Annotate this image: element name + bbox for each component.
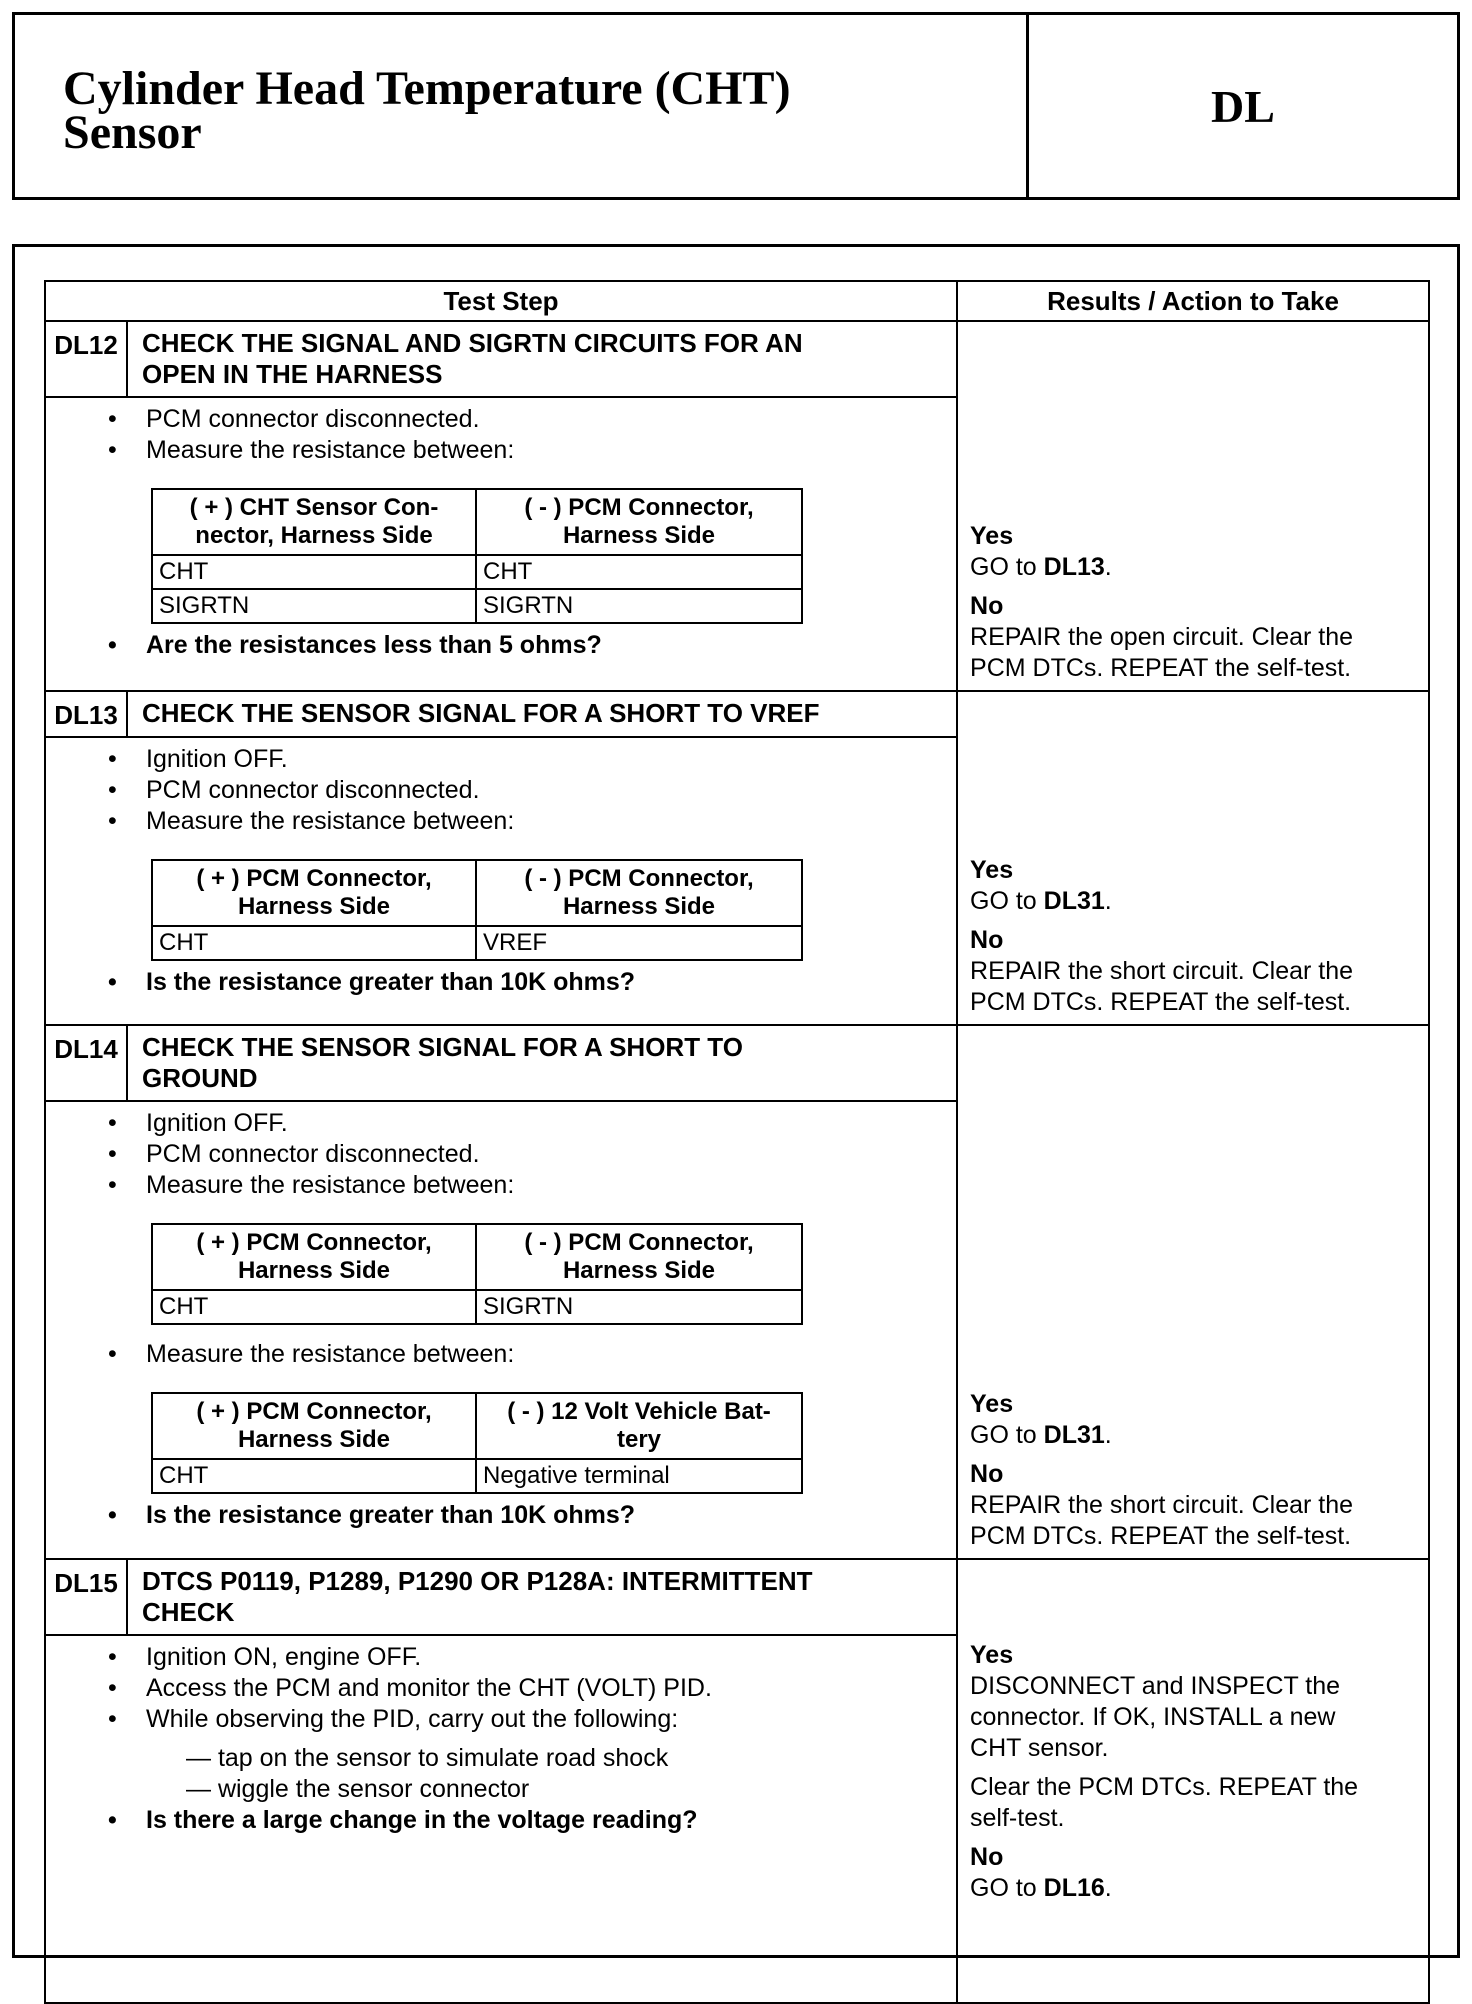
result-yes-label: Yes	[970, 1641, 1014, 1669]
result-yes-action: connector. If OK, INSTALL a new	[970, 1703, 1336, 1731]
step-body	[45, 397, 957, 691]
result-text: GO to	[970, 1874, 1044, 1902]
step-bullet: • Ignition OFF.	[146, 744, 950, 775]
result-no-action: PCM DTCs. REPEAT the self-test.	[970, 988, 1352, 1016]
step-bullet: • Measure the resistance between:	[146, 435, 950, 466]
measurement-header: ( - ) PCM Connector, Harness Side	[476, 860, 802, 926]
result-text: .	[1104, 1874, 1112, 1902]
measurement-table	[151, 859, 803, 961]
step-link[interactable]: DL31	[1043, 1421, 1105, 1449]
step-body	[45, 737, 957, 1025]
step-question: • Is there a large change in the voltage reading?	[146, 1805, 950, 1836]
step-subitem: — wiggle the sensor connector	[186, 1775, 530, 1803]
result-yes-action: self-test.	[970, 1804, 1065, 1832]
step-bullet: • Measure the resistance between:	[146, 1170, 950, 1201]
step-bullet: • PCM connector disconnected.	[146, 775, 950, 806]
step-bullet: • While observing the PID, carry out the following:	[146, 1704, 950, 1735]
step-id: DL12	[45, 321, 127, 397]
measurement-header: ( - ) PCM Connector, Harness Side	[476, 489, 802, 555]
result-no-action: REPAIR the short circuit. Clear the	[970, 1491, 1354, 1519]
step-title-line: CHECK	[142, 1597, 235, 1627]
step-question: • Is the resistance greater than 10K ohms?	[146, 1500, 950, 1531]
step-link[interactable]: DL31	[1043, 887, 1105, 915]
page-title-line1: Cylinder Head Temperature (CHT)	[63, 62, 791, 115]
step-bullet: • PCM connector disconnected.	[146, 1139, 950, 1170]
measurement-table	[151, 1392, 803, 1494]
measurement-cell: SIGRTN	[152, 589, 476, 623]
step-question: • Is the resistance greater than 10K ohms?	[146, 967, 950, 998]
measurement-header: ( - ) PCM Connector, Harness Side	[476, 1224, 802, 1290]
page-title-line2: Sensor	[63, 106, 202, 159]
result-yes-action	[970, 552, 1418, 583]
result-no-action: PCM DTCs. REPEAT the self-test.	[970, 654, 1352, 682]
step-title-row	[45, 1559, 1429, 1635]
result-yes-label: Yes	[970, 522, 1014, 550]
measurement-cell: CHT	[476, 555, 802, 589]
step-title-line: OPEN IN THE HARNESS	[142, 359, 443, 389]
step-title-line: CHECK THE SENSOR SIGNAL FOR A SHORT TO	[142, 1032, 743, 1062]
step-bullet: • Ignition ON, engine OFF.	[146, 1642, 950, 1673]
measurement-cell: CHT	[152, 1459, 476, 1493]
measurement-cell: VREF	[476, 926, 802, 960]
measurement-cell: SIGRTN	[476, 589, 802, 623]
result-yes-label: Yes	[970, 856, 1014, 884]
step-title	[127, 1025, 957, 1101]
result-text: .	[1104, 887, 1112, 915]
step-title-row	[45, 1025, 1429, 1101]
result-no-label: No	[970, 926, 1004, 954]
result-text: .	[1104, 553, 1112, 581]
measurement-cell: CHT	[152, 1290, 476, 1324]
step-title-line: GROUND	[142, 1063, 258, 1093]
result-no-label: No	[970, 592, 1004, 620]
step-link[interactable]: DL13	[1043, 553, 1105, 581]
step-result	[957, 1025, 1429, 1559]
step-bullet: • Ignition OFF.	[146, 1108, 950, 1139]
col-header-results: Results / Action to Take	[957, 281, 1429, 321]
result-yes-action: Clear the PCM DTCs. REPEAT the	[970, 1773, 1359, 1801]
col-header-test-step: Test Step	[45, 281, 957, 321]
measurement-header: ( + ) PCM Connector, Harness Side	[152, 860, 476, 926]
result-no-action: PCM DTCs. REPEAT the self-test.	[970, 1522, 1352, 1550]
measurement-cell: CHT	[152, 555, 476, 589]
measurement-header: ( + ) PCM Connector, Harness Side	[152, 1393, 476, 1459]
table-header-row	[45, 281, 1429, 321]
step-title-line: CHECK THE SIGNAL AND SIGRTN CIRCUITS FOR AN	[142, 328, 803, 358]
step-bullet: • Measure the resistance between:	[146, 1339, 950, 1370]
step-bullet: • Access the PCM and monitor the CHT (VOLT) PID.	[146, 1673, 950, 1704]
step-bullet: • PCM connector disconnected.	[146, 404, 950, 435]
step-question: • Are the resistances less than 5 ohms?	[146, 630, 950, 661]
result-text: GO to	[970, 1421, 1044, 1449]
result-no-label: No	[970, 1460, 1004, 1488]
step-title-row	[45, 691, 1429, 737]
measurement-cell: Negative terminal	[476, 1459, 802, 1493]
step-title-line: CHECK THE SENSOR SIGNAL FOR A SHORT TO VREF	[142, 698, 820, 728]
page-header	[12, 12, 1460, 200]
result-no-action	[970, 1873, 1418, 1904]
step-result	[957, 321, 1429, 691]
result-yes-label: Yes	[970, 1390, 1014, 1418]
result-no-action: REPAIR the open circuit. Clear the	[970, 623, 1354, 651]
step-subitem: — tap on the sensor to simulate road shock	[186, 1744, 669, 1772]
step-body	[45, 1635, 957, 2003]
measurement-header: ( - ) 12 Volt Vehicle Bat- tery	[476, 1393, 802, 1459]
step-title	[127, 691, 957, 737]
step-id: DL14	[45, 1025, 127, 1101]
step-title-row	[45, 321, 1429, 397]
result-yes-action	[970, 1420, 1418, 1451]
measurement-cell: CHT	[152, 926, 476, 960]
measurement-table	[151, 488, 803, 624]
measurement-table	[151, 1223, 803, 1325]
step-body	[45, 1101, 957, 1559]
result-yes-action: CHT sensor.	[970, 1734, 1109, 1762]
step-title	[127, 321, 957, 397]
page-title	[15, 15, 1029, 197]
result-text: GO to	[970, 887, 1044, 915]
measurement-cell: SIGRTN	[476, 1290, 802, 1324]
test-step-table	[44, 280, 1430, 2004]
step-bullet: • Measure the resistance between:	[146, 806, 950, 837]
result-yes-action	[970, 886, 1418, 917]
result-text: .	[1104, 1421, 1112, 1449]
step-id: DL15	[45, 1559, 127, 1635]
step-title	[127, 1559, 957, 1635]
step-result	[957, 691, 1429, 1025]
step-result	[957, 1559, 1429, 2003]
step-link[interactable]: DL16	[1043, 1874, 1105, 1902]
result-text: GO to	[970, 553, 1044, 581]
result-no-action: REPAIR the short circuit. Clear the	[970, 957, 1354, 985]
result-no-label: No	[970, 1843, 1004, 1871]
result-yes-action: DISCONNECT and INSPECT the	[970, 1672, 1341, 1700]
measurement-header: ( + ) CHT Sensor Con- nector, Harness Side	[152, 489, 476, 555]
step-title-line: DTCS P0119, P1289, P1290 OR P128A: INTERMITTENT	[142, 1566, 813, 1596]
section-code: DL	[1211, 80, 1275, 132]
step-id: DL13	[45, 691, 127, 737]
measurement-header: ( + ) PCM Connector, Harness Side	[152, 1224, 476, 1290]
